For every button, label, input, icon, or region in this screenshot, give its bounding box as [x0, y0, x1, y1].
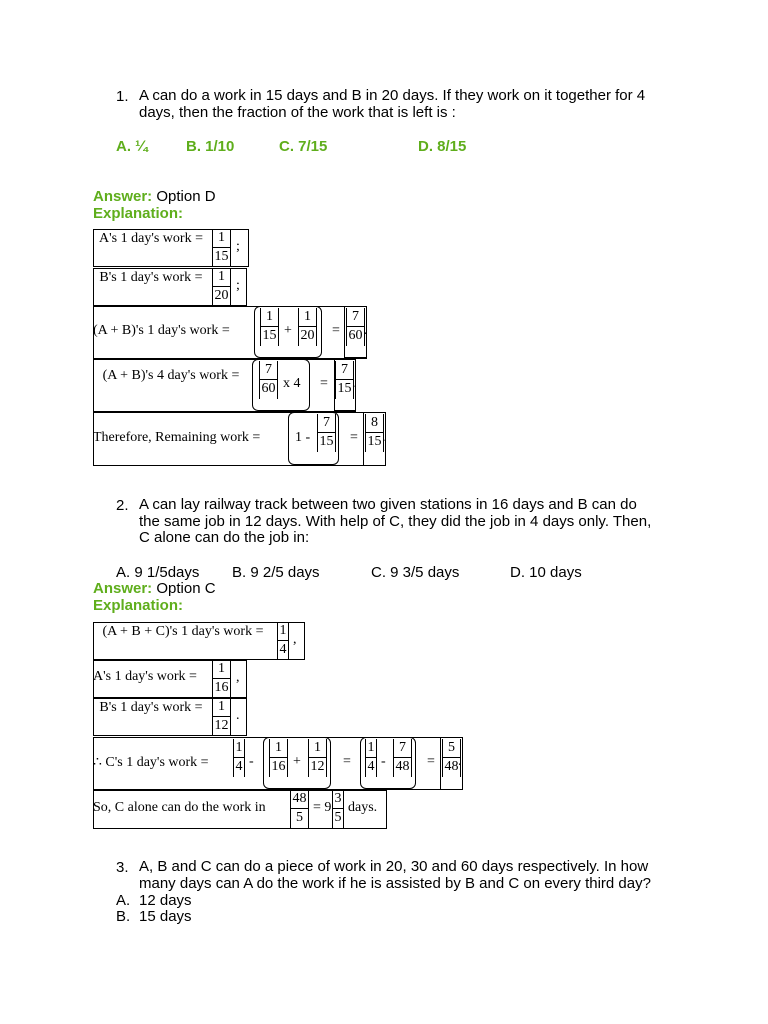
separator: .	[382, 430, 386, 445]
numerator: 7	[394, 739, 411, 758]
separator: ,	[293, 632, 297, 647]
answer-label: Answer:	[93, 580, 153, 597]
question-text	[139, 859, 709, 892]
denominator: 5	[296, 810, 303, 825]
question-text	[139, 497, 709, 547]
answer-value: Option D	[156, 188, 216, 205]
operator: =	[332, 323, 340, 338]
separator: .	[458, 754, 462, 769]
option-c[interactable]: C. 7/15	[279, 138, 328, 155]
numerator: 1	[213, 268, 230, 287]
fraction	[269, 739, 288, 777]
numerator: 7	[318, 414, 335, 433]
fraction	[233, 739, 245, 777]
separator: .	[352, 376, 356, 391]
explanation-label: Explanation:	[93, 597, 184, 614]
row-label: (A + B)'s 1 day's work =	[93, 323, 230, 338]
question-line: many days can A do the work if he is assisted by B and C on every third day?	[139, 874, 651, 892]
denominator: 4	[367, 759, 375, 774]
fraction	[212, 698, 231, 736]
question-line: A can do a work in 15 days and B in 20 days. If they work on it together for 4	[139, 87, 646, 104]
question-text	[139, 88, 699, 121]
question-line: A can lay railway track between two given stations in 16 days and B can do	[139, 496, 637, 513]
numerator: 7	[347, 308, 364, 327]
fraction	[212, 268, 231, 306]
operator: -	[249, 754, 254, 769]
question-number: 3.	[116, 859, 129, 876]
row-label: (A + B + C)'s 1 day's work =	[102, 624, 264, 639]
row-label: B's 1 day's work =	[99, 270, 203, 285]
operator: =	[350, 430, 358, 445]
denominator: 16	[271, 759, 286, 774]
fraction	[298, 308, 317, 346]
fraction	[365, 739, 377, 777]
denominator: 48	[395, 759, 410, 774]
fraction	[260, 308, 279, 346]
denominator: 15	[214, 249, 229, 264]
numerator: 1	[213, 660, 230, 679]
numerator: 3	[333, 790, 343, 809]
numerator: 1	[270, 739, 287, 758]
numerator: 1	[278, 622, 288, 641]
operator: =	[427, 754, 435, 769]
denominator: 12	[310, 759, 325, 774]
operator: =	[320, 376, 328, 391]
denominator: 60	[261, 381, 276, 396]
fraction	[277, 622, 289, 660]
row-label: Therefore, Remaining work =	[93, 430, 261, 445]
option-a-letter: A.	[116, 892, 131, 909]
row-label: A's 1 day's work =	[99, 231, 203, 246]
question-line: A, B and C can do a piece of work in 20, 30 and 60 days respectively. In how	[139, 858, 649, 875]
fraction	[212, 660, 231, 698]
denominator: 15	[337, 381, 352, 396]
option-b[interactable]: 15 days	[139, 908, 192, 925]
explanation-label: Explanation:	[93, 205, 184, 222]
option-a[interactable]: 12 days	[139, 892, 192, 909]
row-label: (A + B)'s 4 day's work =	[102, 368, 240, 383]
separator: ,	[236, 670, 240, 685]
numerator: 1	[213, 698, 230, 717]
numerator: 7	[260, 361, 277, 380]
denominator: 12	[214, 718, 229, 733]
denominator: 16	[214, 680, 229, 695]
numerator: 1	[299, 308, 316, 327]
denominator: 20	[214, 288, 229, 303]
operator: =	[343, 754, 351, 769]
denominator: 15	[319, 434, 334, 449]
fraction	[332, 790, 344, 828]
fraction	[346, 308, 365, 346]
answer-value: Option C	[156, 580, 216, 597]
question-number: 1.	[116, 88, 129, 105]
option-a[interactable]: A. ¼	[116, 138, 148, 155]
fraction	[259, 361, 278, 399]
numerator: 1	[261, 308, 278, 327]
numerator: 7	[336, 361, 353, 380]
fraction	[290, 790, 309, 828]
numerator: 48	[291, 790, 308, 809]
row-suffix: days.	[348, 800, 378, 815]
separator: ;	[236, 278, 240, 293]
denominator: 48	[444, 759, 459, 774]
denominator: 4	[279, 642, 287, 657]
option-b[interactable]: B. 9 2/5 days	[232, 564, 320, 581]
operator: +	[284, 323, 292, 338]
separator: .	[236, 708, 240, 723]
option-d[interactable]: D. 8/15	[418, 138, 467, 155]
question-line: the same job in 12 days. With help of C, they did the job in 4 days only. Then,	[139, 512, 652, 530]
numerator: 1	[213, 229, 230, 248]
row-label: ∴ C's 1 day's work =	[93, 755, 209, 770]
operand: 1 -	[295, 430, 311, 445]
fraction	[393, 739, 412, 777]
separator: ;	[236, 239, 240, 254]
denominator: 20	[300, 328, 315, 343]
question-line: C alone can do the job in:	[139, 529, 310, 546]
row-label: A's 1 day's work =	[93, 669, 197, 684]
denominator: 60	[348, 328, 363, 343]
operator: +	[293, 754, 301, 769]
operator: = 9	[313, 800, 332, 815]
table-row	[93, 359, 356, 412]
option-a[interactable]: A. 9 1/5days	[116, 564, 200, 581]
denominator: 5	[334, 810, 342, 825]
numerator: 1	[366, 739, 376, 758]
row-label: So, C alone can do the work in	[93, 800, 266, 815]
denominator: 15	[262, 328, 277, 343]
fraction	[212, 229, 231, 267]
option-d[interactable]: D. 10 days	[510, 564, 582, 581]
question-number: 2.	[116, 497, 129, 514]
answer-label: Answer:	[93, 188, 153, 205]
option-b[interactable]: B. 1/10	[186, 138, 235, 155]
answer-line	[93, 580, 216, 597]
option-b-letter: B.	[116, 908, 131, 925]
fraction	[317, 414, 336, 452]
numerator: 5	[443, 739, 460, 758]
fraction	[308, 739, 327, 777]
denominator: 4	[235, 759, 243, 774]
numerator: 1	[234, 739, 244, 758]
option-c[interactable]: C. 9 3/5 days	[371, 564, 460, 581]
denominator: 15	[367, 434, 382, 449]
row-label: B's 1 day's work =	[99, 700, 203, 715]
multiplier: x 4	[283, 376, 301, 391]
numerator: 1	[309, 739, 326, 758]
operator: -	[381, 754, 386, 769]
question-line: days, then the fraction of the work that is left is :	[139, 103, 456, 121]
answer-line	[93, 188, 216, 205]
numerator: 8	[366, 414, 383, 433]
separator: .	[364, 323, 368, 338]
